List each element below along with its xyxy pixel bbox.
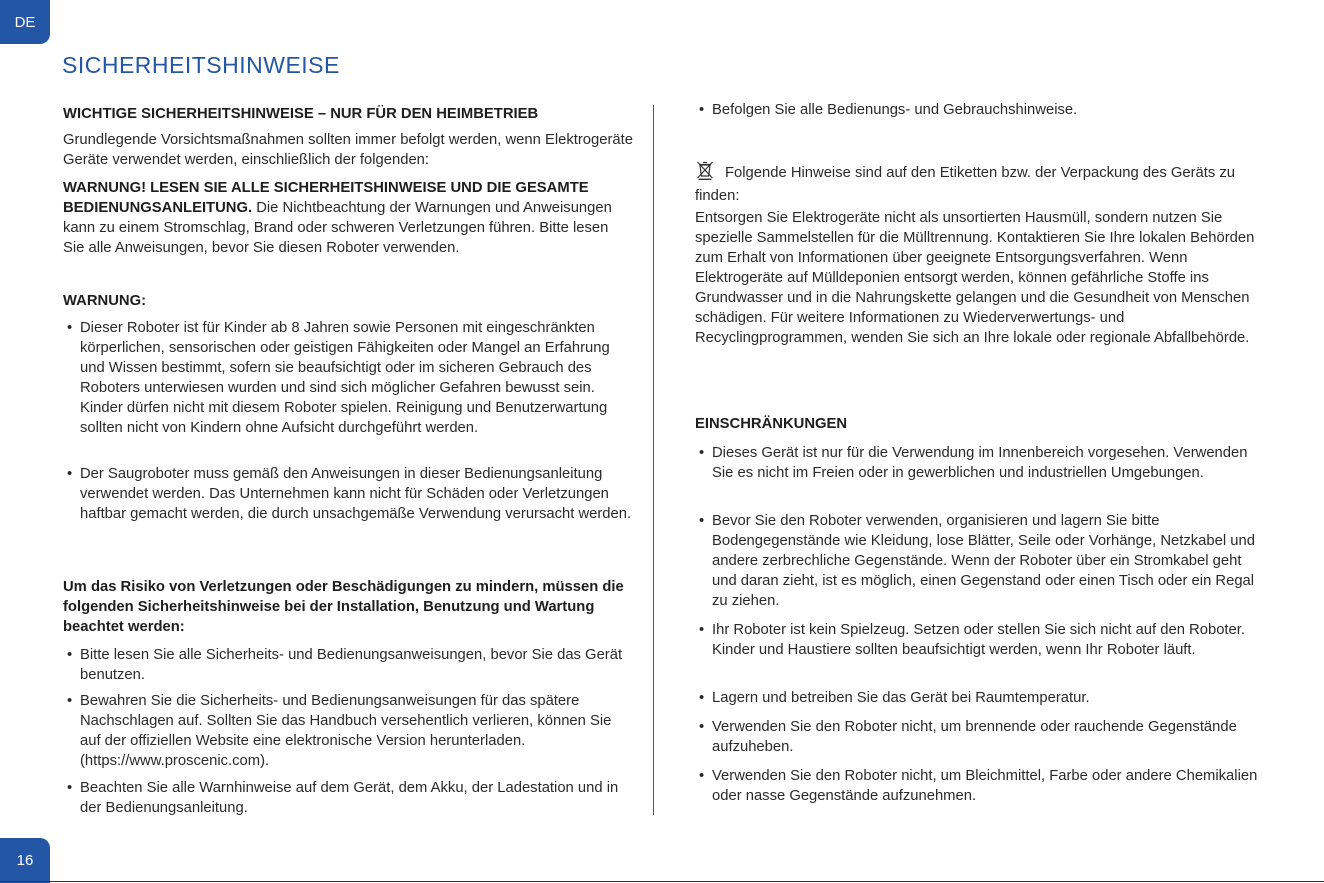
- list-item: • Verwenden Sie den Roboter nicht, um Bleichmittel, Farbe oder andere Chemikalien oder nasse Gegenstände aufzunehmen.: [699, 766, 1265, 806]
- heading-warning: WARNUNG:: [63, 293, 147, 309]
- list-item: • Befolgen Sie alle Bedienungs- und Gebrauchshinweise.: [699, 100, 1265, 120]
- list-item: • Bevor Sie den Roboter verwenden, organisieren und lagern Sie bitte Bodengegenstände wie Kleidung, lose Blätter, Seile oder Vorhänge, Netzkabel und andere zerbrechliche Gegenstände. Wenn der Roboter über ein Stromkabel geht und daran zieht, ist es möglich, einen Gegenstand oder einen Tisch oder ein Regal zu ziehen.: [699, 511, 1265, 611]
- heading-home-use: WICHTIGE SICHERHEITSHINWEISE – NUR FÜR DEN HEIMBETRIEB: [63, 106, 539, 122]
- list-item: • Dieses Gerät ist nur für die Verwendung im Innenbereich vorgesehen. Verwenden Sie es nicht im Freien oder in gewerblichen und industriellen Umgebungen.: [699, 443, 1265, 483]
- warning-paragraph: [63, 178, 633, 258]
- column-divider: [653, 105, 654, 815]
- language-tab: DE: [0, 0, 50, 44]
- list-item: • Dieser Roboter ist für Kinder ab 8 Jahren sowie Personen mit eingeschränkten körperlichen, sensorischen oder geistigen Fähigkeiten oder Mangel an Erfahrung und Wissen bestimmt, sofern sie beaufsichtigt oder im sicheren Gebrauch des Roboters unterwiesen wurden und sind sich möglicher Gefahren bewusst sein. Kinder dürfen nicht mit diesem Roboter spielen. Reinigung und Benutzerwartung sollten nicht von Kindern ohne Aufsicht durchgeführt werden.: [67, 318, 633, 438]
- label-note-text: Folgende Hinweise sind auf den Etiketten bzw. der Verpackung des Geräts zu finden:: [695, 165, 1235, 204]
- list-item: • Der Saugroboter muss gemäß den Anweisungen in dieser Bedienungsanleitung verwendet werden. Das Unternehmen kann nicht für Schäden oder Verletzungen haftbar gemacht werden, die durch unsachgemäße Verwendung verursacht werden.: [67, 464, 633, 524]
- warning-lead: WARNUNG! LESEN SIE ALLE SICHERHEITSHINWEISE UND DIE GESAMTE BEDIENUNGSANLEITUNG.: [63, 180, 589, 216]
- list-item: • Ihr Roboter ist kein Spielzeug. Setzen oder stellen Sie sich nicht auf den Roboter. Kinder und Haustiere sollten beaufsichtigt werden, wenn Ihr Roboter läuft.: [699, 620, 1265, 660]
- crossed-out-wheelie-bin-icon: [695, 160, 715, 186]
- page-number-tab: 16: [0, 838, 50, 883]
- warning-body: Die Nichtbeachtung der Warnungen und Anweisungen kann zu einem Stromschlag, Brand oder schweren Verletzungen führen. Bitte lesen Sie alle Anweisungen, bevor Sie diesen Roboter verwenden.: [63, 200, 612, 256]
- heading-restrictions: EINSCHRÄNKUNGEN: [695, 416, 848, 432]
- list-item: • Lagern und betreiben Sie das Gerät bei Raumtemperatur.: [699, 688, 1265, 708]
- list-item: • Bewahren Sie die Sicherheits- und Bedienungsanweisungen für das spätere Nachschlagen auf. Sollten Sie das Handbuch versehentlich verlieren, können Sie auf der offiziellen Website eine elektronische Version herunterladen. (https://www.proscenic.com).: [67, 691, 633, 771]
- page-title: SICHERHEITSHINWEISE: [62, 52, 340, 78]
- disposal-paragraph: Entsorgen Sie Elektrogeräte nicht als unsortierten Hausmüll, sondern nutzen Sie spezielle Sammelstellen für die Mülltrennung. Kontaktieren Sie Ihre lokalen Behörden zum Erhalt von Informationen über geeignete Entsorgungsverfahren. Wenn Elektrogeräte auf Mülldeponien entsorgt werden, können gefährliche Stoffe ins Grundwasser und in die Nahrungskette gelangen und die Gesundheit von Menschen schädigen. Für weitere Informationen zu Wiederverwertungs- und Recyclingprogrammen, wenden Sie sich an Ihre lokale oder regionale Abfallbehörde.: [695, 210, 1255, 346]
- heading-risk: Um das Risiko von Verletzungen oder Beschädigungen zu mindern, müssen die folgenden Sicherheitshinweise bei der Installation, Benutzung und Wartung beachtet werden:: [63, 579, 624, 635]
- label-note: [695, 160, 1265, 206]
- bottom-rule: [0, 881, 1324, 882]
- intro-paragraph: Grundlegende Vorsichtsmaßnahmen sollten immer befolgt werden, wenn Elektrogeräte Geräte verwendet werden, einschließlich der folgenden:: [63, 132, 633, 168]
- list-item: • Verwenden Sie den Roboter nicht, um brennende oder rauchende Gegenstände aufzuheben.: [699, 717, 1265, 757]
- list-item: • Beachten Sie alle Warnhinweise auf dem Gerät, dem Akku, der Ladestation und in der Bedienungsanleitung.: [67, 778, 633, 818]
- list-item: • Bitte lesen Sie alle Sicherheits- und Bedienungsanweisungen, bevor Sie das Gerät benutzen.: [67, 645, 633, 685]
